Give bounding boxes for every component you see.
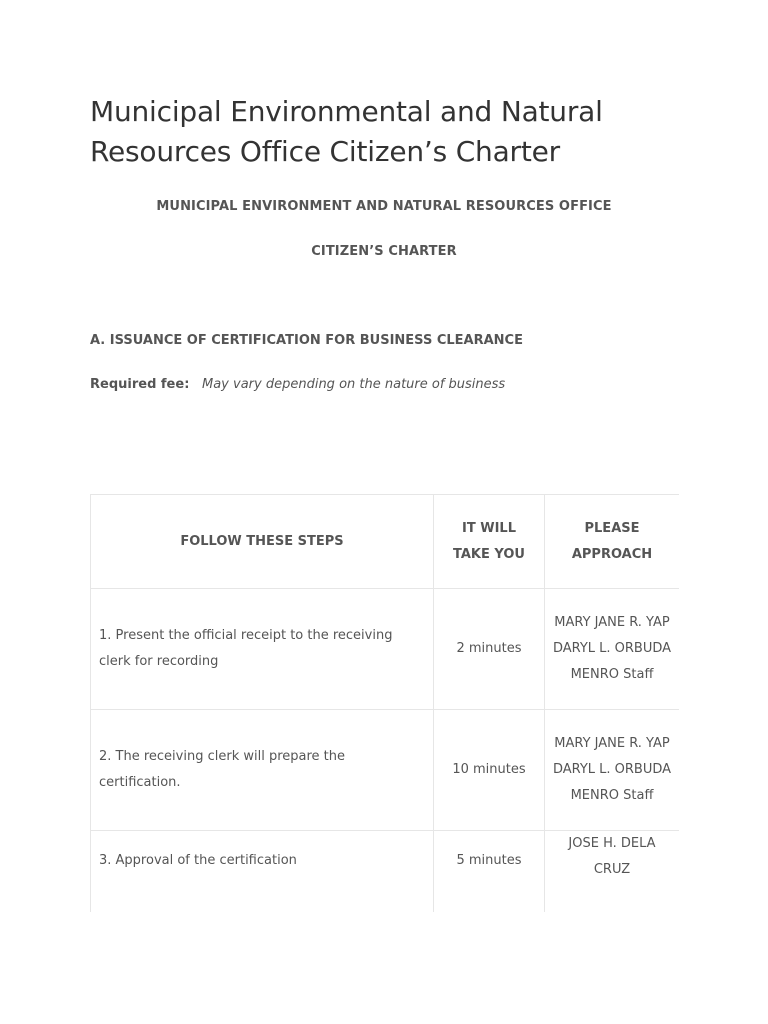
person-name: DARYL L. ORBUDA — [552, 641, 672, 656]
required-fee-label: Required fee: — [90, 377, 190, 392]
steps-table-container — [90, 494, 679, 912]
approach-cell — [545, 831, 680, 913]
person-name: DARYL L. ORBUDA — [552, 762, 672, 777]
table-header-row — [91, 495, 680, 589]
person-name: MARY JANE R. YAP — [554, 615, 670, 630]
charter-heading: CITIZEN’S CHARTER — [311, 244, 457, 259]
person-name: JOSE H. DELA CRUZ — [568, 836, 656, 877]
page-title: Municipal Environmental and Natural Resources Office Citizen’s Charter — [90, 95, 603, 168]
required-fee-row — [90, 377, 505, 392]
table-row — [91, 831, 680, 913]
table-row — [91, 589, 680, 710]
duration-cell: 5 minutes — [434, 831, 545, 913]
step-cell: 3. Approval of the certification — [91, 831, 434, 913]
required-fee-value: May vary depending on the nature of business — [202, 377, 506, 392]
header-duration: IT WILL TAKE YOU — [434, 495, 545, 589]
person-name: MARY JANE R. YAP — [554, 736, 670, 751]
person-name: MENRO Staff — [570, 667, 654, 682]
office-heading: MUNICIPAL ENVIRONMENT AND NATURAL RESOURCES OFFICE — [156, 199, 612, 214]
header-approach: PLEASE APPROACH — [545, 495, 680, 589]
person-name: MENRO Staff — [570, 788, 654, 803]
steps-table — [90, 494, 679, 912]
table-row — [91, 710, 680, 831]
step-cell: 2. The receiving clerk will prepare the certification. — [91, 710, 434, 831]
step-cell: 1. Present the official receipt to the receiving clerk for recording — [91, 589, 434, 710]
duration-cell: 10 minutes — [434, 710, 545, 831]
duration-cell: 2 minutes — [434, 589, 545, 710]
header-steps: FOLLOW THESE STEPS — [91, 495, 434, 589]
section-heading: A. ISSUANCE OF CERTIFICATION FOR BUSINESS CLEARANCE — [90, 333, 523, 348]
approach-cell — [545, 710, 680, 831]
approach-cell — [545, 589, 680, 710]
